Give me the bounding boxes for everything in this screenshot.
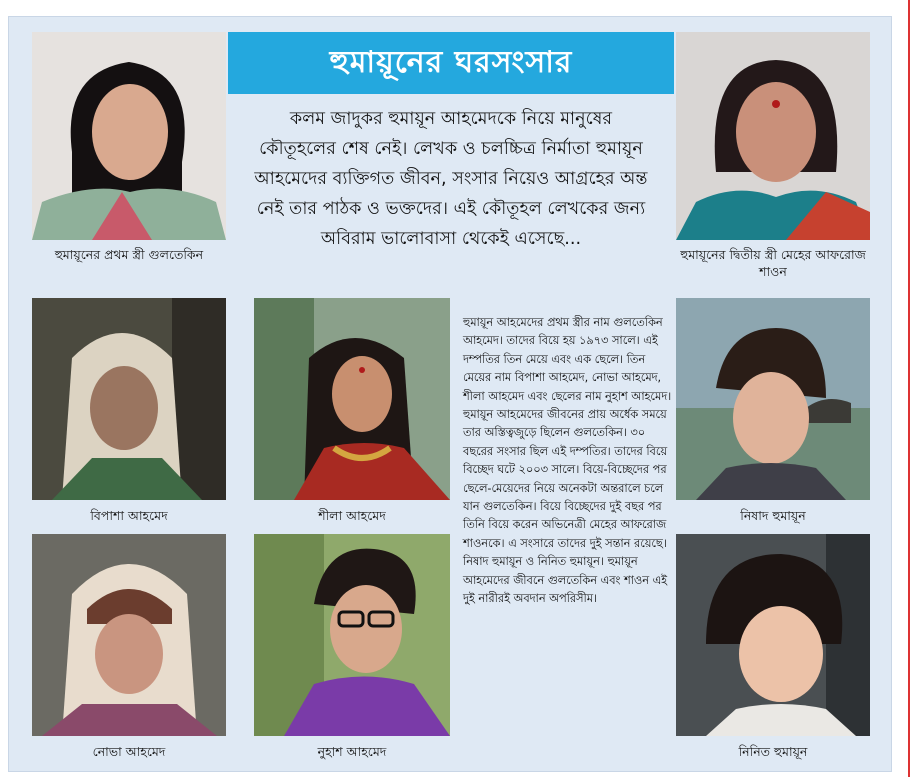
body-paragraph: হুমায়ূন আহমেদের প্রথম স্ত্রীর নাম গুলতেকিন আহমেদ। তাদের বিয়ে হয় ১৯৭৩ সালে। এই দম্পতির তিন মেয়ে এবং এক ছেলে। তিন মেয়ের নাম বিপাশা আহমেদ, নোভা আহমেদ, শীলা আহমেদ এবং ছেলের নাম নুহাশ আহমেদ। হুমায়ূন আহমেদের জীবনের প্রায় অর্ধেক সময়ে তার অস্তিত্বজুড়ে ছিলেন গুলতেকিন। ৩০ বছরের সংসার ছিল এই দম্পতির। তাদের বিয়ে বিচ্ছেদ ঘটে ২০০৩ সালে। বিয়ে-বিচ্ছেদের পর ছেলে-মেয়েদের নিয়ে অনেকটা অন্তরালে চলে যান গুলতেকিন। বিয়ে বিচ্ছেদের দুই বছর পর তিনি বিয়ে করেন অভিনেত্রী মেহের আফরোজ শাওনকে। এ সংসারে তাদের দুই সন্তান রয়েছে। নিষাদ হুমায়ূন ও নিনিত হুমায়ূন। হুমায়ূন আহমেদের জীবনে গুলতেকিন এবং শাওন এই দুই নারীরই অবদান অপরিসীম। bbox=[463, 316, 672, 606]
caption-nuhash: নুহাশ আহমেদ bbox=[317, 744, 387, 759]
caption-second-wife: হুমায়ূনের দ্বিতীয় স্ত্রী মেহের আফরোজ শাওন bbox=[680, 247, 866, 279]
photo-first-wife bbox=[32, 32, 226, 240]
caption-ninit: নিনিত হুমায়ূন bbox=[738, 744, 808, 759]
caption-shila: শীলা আহমেদ bbox=[318, 508, 386, 523]
caption-nova: নোভা আহমেদ bbox=[92, 744, 166, 759]
caption-bipasha: বিপাশা আহমেদ bbox=[90, 508, 168, 523]
photo-nova bbox=[32, 534, 226, 736]
photo-ninit bbox=[676, 534, 870, 736]
photo-nuhash bbox=[254, 534, 450, 736]
caption-nishad: নিষাদ হুমায়ূন bbox=[740, 508, 806, 523]
photo-nishad bbox=[676, 298, 870, 500]
photo-second-wife bbox=[676, 32, 870, 240]
page-edge-line bbox=[908, 0, 910, 777]
intro-paragraph: কলম জাদুকর হুমায়ূন আহমেদকে নিয়ে মানুষের কৌতূহলের শেষ নেই। লেখক ও চলচ্চিত্র নির্মাতা হুমায়ূন আহমেদের ব্যক্তিগত জীবন, সংসার নিয়েও আগ্রহের অন্ত নেই তার পাঠক ও ভক্তদের। এই কৌতূহল লেখকের জন্য অবিরাম ভালোবাসা থেকেই এসেছে... bbox=[254, 109, 648, 249]
photo-shila bbox=[254, 298, 450, 500]
article-title: হুমায়ূনের ঘরসংসার bbox=[228, 32, 674, 94]
photo-bipasha bbox=[32, 298, 226, 500]
caption-first-wife: হুমায়ূনের প্রথম স্ত্রী গুলতেকিন bbox=[54, 247, 204, 262]
